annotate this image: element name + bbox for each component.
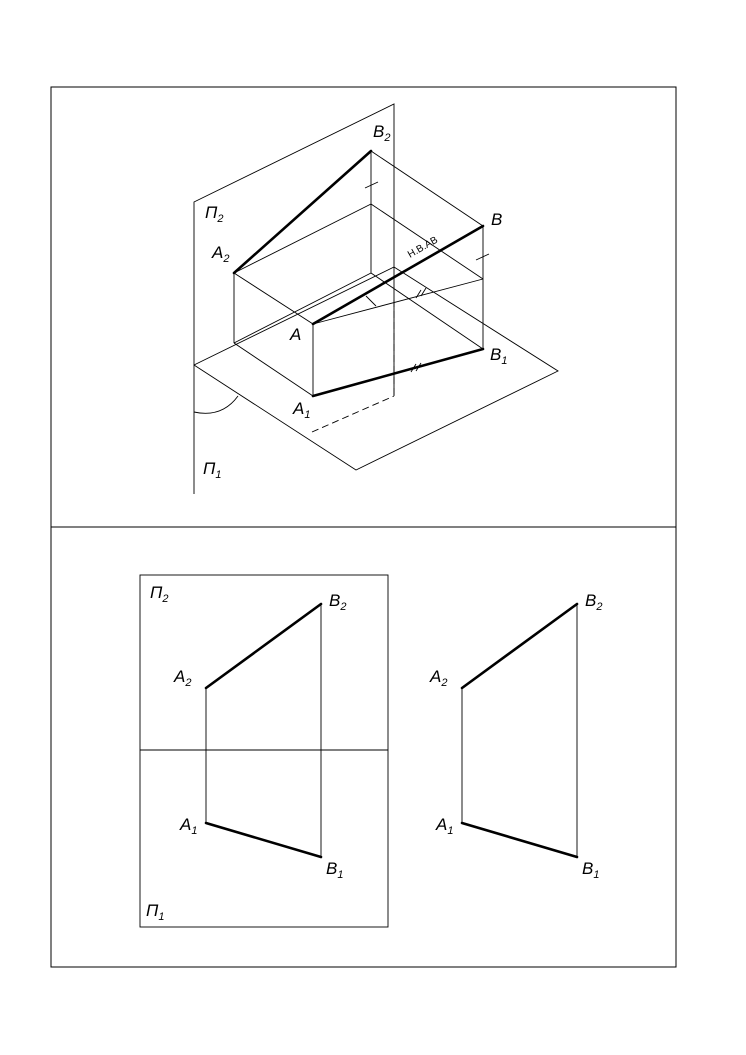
- label-b1: $B_1$: [326, 859, 344, 881]
- angle-arc: [366, 296, 376, 306]
- segment-a1-b1: [462, 823, 577, 857]
- label-b1: $B_1$: [490, 345, 508, 367]
- label-b1: $B_1$: [582, 859, 600, 881]
- epure-frame: [140, 575, 388, 927]
- epure-with-frame: [140, 575, 388, 927]
- line-a2-a: [234, 273, 313, 324]
- segment-a2-b2: [234, 151, 371, 273]
- label-a2: $A_2$: [174, 667, 192, 689]
- label-pi2: $\Pi_2$: [150, 583, 169, 605]
- label-pi1: $\Pi_1$: [203, 459, 222, 481]
- tick-mark: [365, 182, 378, 188]
- right-angle-arc: [194, 396, 238, 413]
- parallel-a2: [234, 204, 371, 273]
- label-a1: $A_1$: [293, 399, 311, 421]
- label-b2: $B_2$: [329, 591, 347, 613]
- label-b2: $B_2$: [585, 591, 603, 613]
- segment-a1-b1: [206, 823, 321, 857]
- segment-a1-b1: [313, 349, 483, 396]
- label-b2: $B_2$: [373, 122, 391, 144]
- segment-a2-b2: [462, 604, 577, 688]
- pictorial-view: [194, 104, 558, 494]
- label-a2: $A_2$: [430, 667, 448, 689]
- label-a1: $A_1$: [436, 815, 454, 837]
- epure-frameless: [429, 591, 602, 881]
- hidden-axis-segment: [312, 396, 394, 432]
- natural-size-note: Н.В.АВ: [406, 234, 440, 261]
- plane-pi1-outline: [194, 267, 558, 470]
- label-pi1: $\Pi_1$: [146, 901, 165, 923]
- line-a-parallel: [313, 279, 483, 324]
- label-a1: $A_1$: [180, 815, 198, 837]
- label-a: A: [290, 325, 302, 344]
- segment-a2-b2: [206, 604, 321, 688]
- axis-line: [234, 273, 371, 343]
- label-a2: $A_2$: [212, 243, 230, 265]
- tick-mark: [416, 290, 421, 298]
- tick-mark: [476, 254, 489, 260]
- plane-pi2-outline: [194, 104, 394, 494]
- label-pi2: $\Pi_2$: [205, 203, 224, 225]
- label-b: B: [491, 210, 503, 229]
- line-a12-a1: [234, 343, 313, 396]
- line-b12-b1: [371, 273, 483, 349]
- segment-a-b: [313, 226, 483, 324]
